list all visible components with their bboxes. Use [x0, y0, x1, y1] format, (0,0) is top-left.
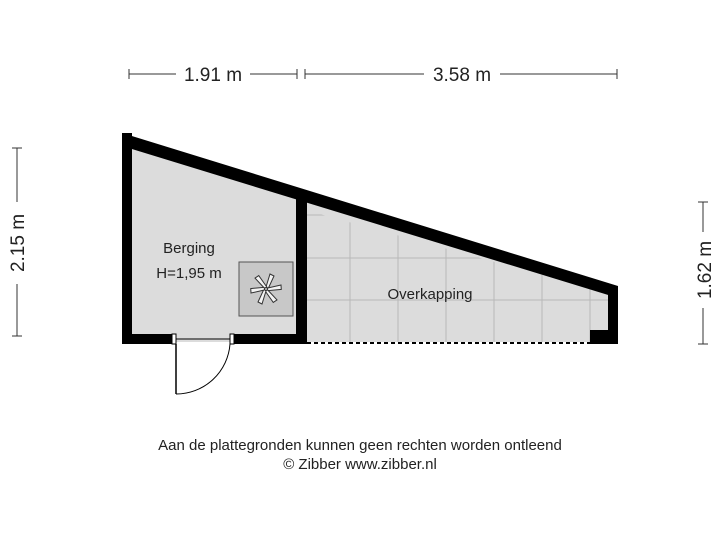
- fan-unit: [239, 262, 293, 316]
- fan-box: [239, 262, 293, 316]
- door: [172, 334, 234, 394]
- wall-bottom-right: [232, 334, 307, 344]
- door-swing-arc: [176, 344, 230, 394]
- wall-corner-block: [590, 330, 618, 344]
- door-jamb-right: [230, 334, 234, 344]
- wall-partition: [296, 199, 307, 344]
- disclaimer-text: Aan de plattegronden kunnen geen rechten worden ontleend: [158, 437, 562, 454]
- dimension-right-label: 1.62 m: [695, 240, 716, 300]
- room-height-berging: H=1,95 m: [156, 265, 222, 282]
- wall-left: [122, 133, 132, 344]
- door-jamb-left: [172, 334, 176, 344]
- dimension-top-left-label: 1.91 m: [183, 65, 243, 86]
- dimension-left-label: 2.15 m: [8, 213, 29, 273]
- dimension-top-right-label: 3.58 m: [432, 65, 492, 86]
- room-label-berging: Berging: [163, 240, 215, 257]
- copyright-text: © Zibber www.zibber.nl: [283, 456, 437, 473]
- wall-bottom-left: [122, 334, 174, 344]
- room-label-overkapping: Overkapping: [387, 286, 473, 303]
